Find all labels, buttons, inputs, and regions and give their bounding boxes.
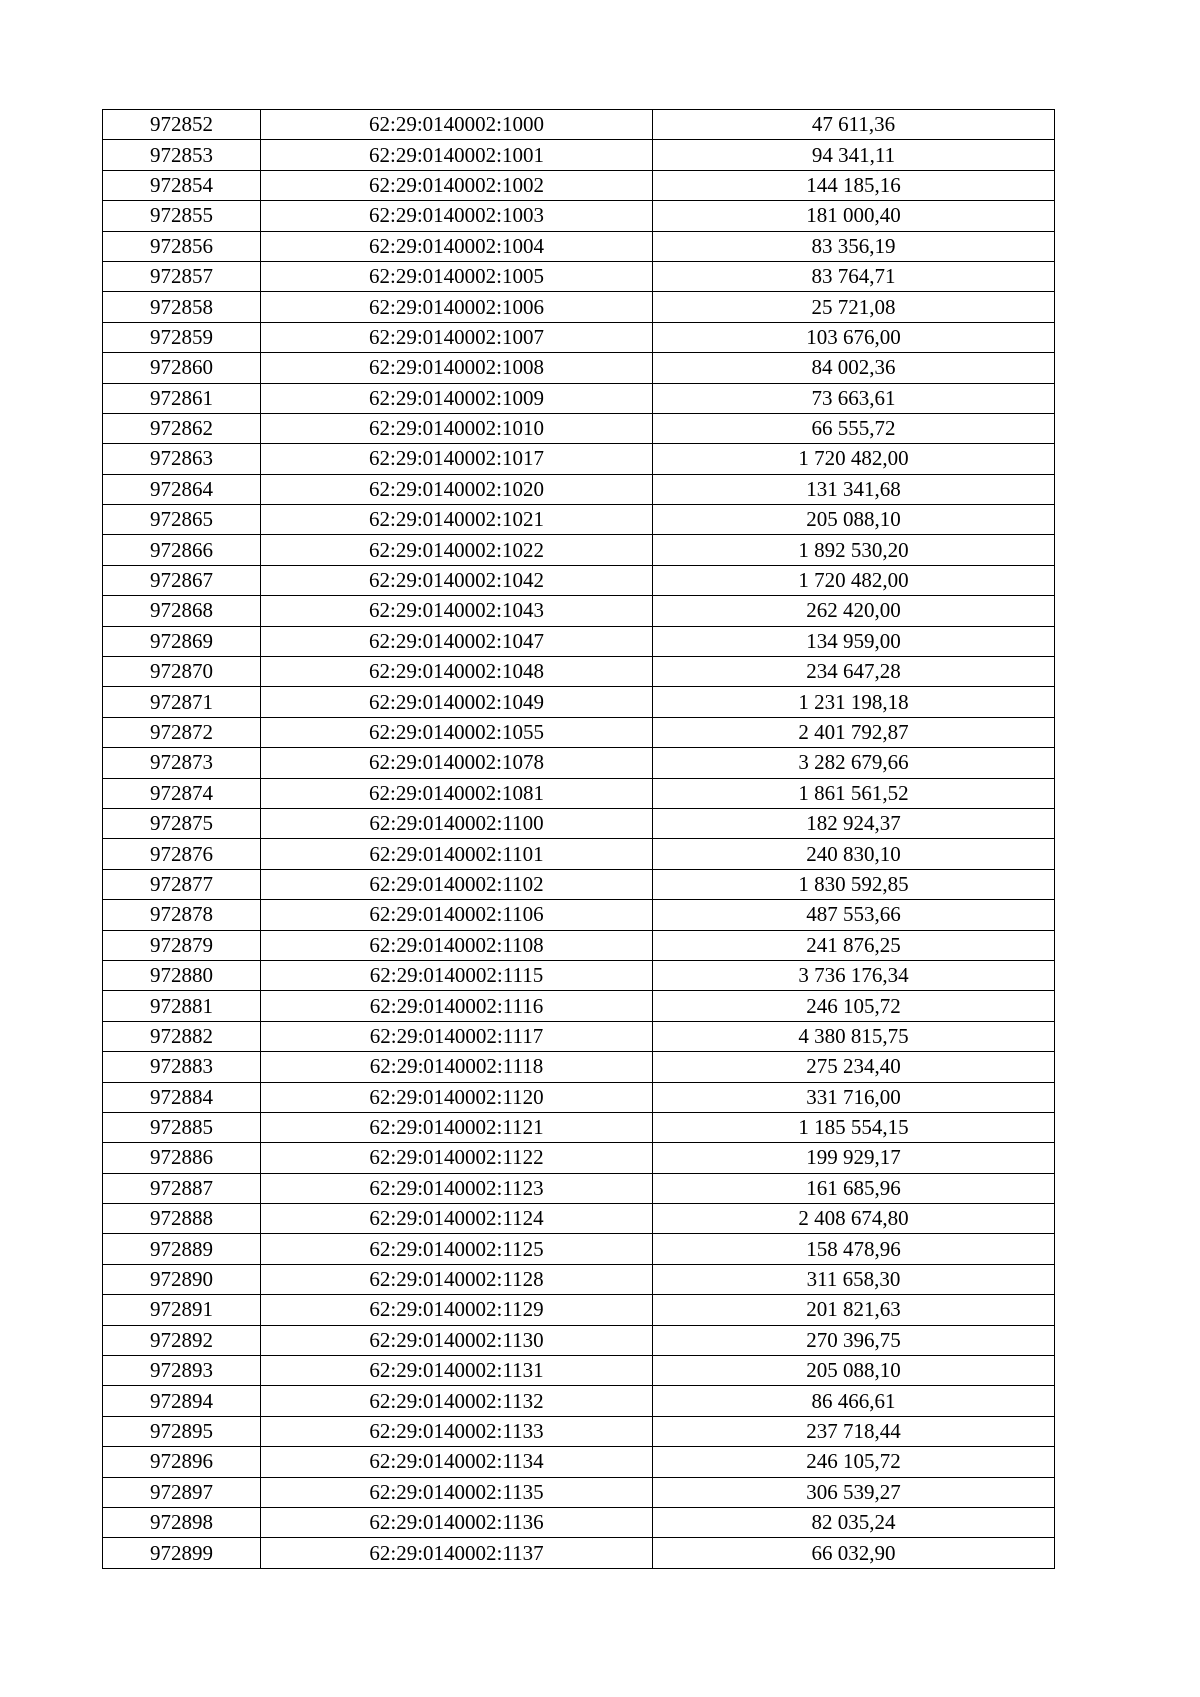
row-number-cell: 972878 [103,900,261,930]
row-number-cell: 972868 [103,596,261,626]
value-cell: 1 892 530,20 [653,535,1055,565]
cadastral-number-cell: 62:29:0140002:1130 [261,1325,653,1355]
row-number-cell: 972869 [103,626,261,656]
cadastral-number-cell: 62:29:0140002:1132 [261,1386,653,1416]
cadastral-number-cell: 62:29:0140002:1005 [261,261,653,291]
value-cell: 205 088,10 [653,505,1055,535]
value-cell: 1 720 482,00 [653,444,1055,474]
row-number-cell: 972853 [103,140,261,170]
value-cell: 241 876,25 [653,930,1055,960]
value-cell: 205 088,10 [653,1356,1055,1386]
table-row [103,1356,1055,1386]
cadastral-number-cell: 62:29:0140002:1001 [261,140,653,170]
row-number-cell: 972888 [103,1204,261,1234]
row-number-cell: 972892 [103,1325,261,1355]
value-cell: 161 685,96 [653,1173,1055,1203]
cadastral-number-cell: 62:29:0140002:1043 [261,596,653,626]
cadastral-number-cell: 62:29:0140002:1116 [261,991,653,1021]
table-row [103,1112,1055,1142]
table-row [103,1416,1055,1446]
row-number-cell: 972884 [103,1082,261,1112]
table-row [103,778,1055,808]
cadastral-number-cell: 62:29:0140002:1101 [261,839,653,869]
row-number-cell: 972863 [103,444,261,474]
value-cell: 1 830 592,85 [653,869,1055,899]
cadastral-number-cell: 62:29:0140002:1003 [261,201,653,231]
value-cell: 3 282 679,66 [653,748,1055,778]
row-number-cell: 972893 [103,1356,261,1386]
value-cell: 83 356,19 [653,231,1055,261]
table-row [103,930,1055,960]
value-cell: 234 647,28 [653,657,1055,687]
cadastral-number-cell: 62:29:0140002:1100 [261,808,653,838]
row-number-cell: 972876 [103,839,261,869]
value-cell: 237 718,44 [653,1416,1055,1446]
cadastral-number-cell: 62:29:0140002:1129 [261,1295,653,1325]
cadastral-number-cell: 62:29:0140002:1118 [261,1052,653,1082]
cadastral-number-cell: 62:29:0140002:1007 [261,322,653,352]
value-cell: 201 821,63 [653,1295,1055,1325]
cadastral-number-cell: 62:29:0140002:1134 [261,1447,653,1477]
table-row [103,1052,1055,1082]
table-row [103,626,1055,656]
value-cell: 275 234,40 [653,1052,1055,1082]
row-number-cell: 972859 [103,322,261,352]
cadastral-number-cell: 62:29:0140002:1055 [261,717,653,747]
cadastral-number-cell: 62:29:0140002:1122 [261,1143,653,1173]
table-row [103,1447,1055,1477]
value-cell: 131 341,68 [653,474,1055,504]
cadastral-number-cell: 62:29:0140002:1106 [261,900,653,930]
cadastral-number-cell: 62:29:0140002:1008 [261,353,653,383]
cadastral-number-cell: 62:29:0140002:1102 [261,869,653,899]
row-number-cell: 972858 [103,292,261,322]
value-cell: 262 420,00 [653,596,1055,626]
table-row [103,1386,1055,1416]
row-number-cell: 972896 [103,1447,261,1477]
row-number-cell: 972889 [103,1234,261,1264]
value-cell: 331 716,00 [653,1082,1055,1112]
table-row [103,261,1055,291]
table-row [103,748,1055,778]
cadastral-number-cell: 62:29:0140002:1017 [261,444,653,474]
row-number-cell: 972879 [103,930,261,960]
table-row [103,231,1055,261]
value-cell: 86 466,61 [653,1386,1055,1416]
row-number-cell: 972860 [103,353,261,383]
row-number-cell: 972897 [103,1477,261,1507]
row-number-cell: 972861 [103,383,261,413]
row-number-cell: 972864 [103,474,261,504]
table-row [103,565,1055,595]
cadastral-number-cell: 62:29:0140002:1124 [261,1204,653,1234]
cadastral-number-cell: 62:29:0140002:1078 [261,748,653,778]
row-number-cell: 972894 [103,1386,261,1416]
row-number-cell: 972873 [103,748,261,778]
table-row [103,1021,1055,1051]
value-cell: 82 035,24 [653,1507,1055,1537]
table-row [103,201,1055,231]
table-row [103,1538,1055,1568]
row-number-cell: 972883 [103,1052,261,1082]
row-number-cell: 972880 [103,960,261,990]
row-number-cell: 972871 [103,687,261,717]
cadastral-number-cell: 62:29:0140002:1010 [261,413,653,443]
value-cell: 134 959,00 [653,626,1055,656]
row-number-cell: 972891 [103,1295,261,1325]
cadastral-number-cell: 62:29:0140002:1047 [261,626,653,656]
table-row [103,900,1055,930]
cadastral-number-cell: 62:29:0140002:1004 [261,231,653,261]
table-row [103,1295,1055,1325]
cadastral-number-cell: 62:29:0140002:1022 [261,535,653,565]
table-row [103,1507,1055,1537]
value-cell: 144 185,16 [653,170,1055,200]
row-number-cell: 972881 [103,991,261,1021]
value-cell: 1 720 482,00 [653,565,1055,595]
table-row [103,505,1055,535]
table-row [103,535,1055,565]
value-cell: 66 032,90 [653,1538,1055,1568]
value-cell: 2 408 674,80 [653,1204,1055,1234]
row-number-cell: 972857 [103,261,261,291]
table-row [103,717,1055,747]
table-row [103,657,1055,687]
table-row [103,110,1055,140]
table-row [103,413,1055,443]
cadastral-number-cell: 62:29:0140002:1121 [261,1112,653,1142]
row-number-cell: 972874 [103,778,261,808]
table-row [103,960,1055,990]
value-cell: 158 478,96 [653,1234,1055,1264]
row-number-cell: 972862 [103,413,261,443]
value-cell: 66 555,72 [653,413,1055,443]
value-cell: 240 830,10 [653,839,1055,869]
table-row [103,1143,1055,1173]
row-number-cell: 972899 [103,1538,261,1568]
value-cell: 246 105,72 [653,991,1055,1021]
cadastral-number-cell: 62:29:0140002:1002 [261,170,653,200]
value-cell: 182 924,37 [653,808,1055,838]
table-row [103,1325,1055,1355]
cadastral-value-table [102,109,1055,1569]
row-number-cell: 972865 [103,505,261,535]
table-row [103,1173,1055,1203]
table-row [103,170,1055,200]
cadastral-number-cell: 62:29:0140002:1009 [261,383,653,413]
cadastral-number-cell: 62:29:0140002:1137 [261,1538,653,1568]
cadastral-number-cell: 62:29:0140002:1136 [261,1507,653,1537]
table-row [103,1234,1055,1264]
table-row [103,1204,1055,1234]
table-row [103,1477,1055,1507]
value-cell: 1 185 554,15 [653,1112,1055,1142]
table-row [103,383,1055,413]
row-number-cell: 972895 [103,1416,261,1446]
row-number-cell: 972875 [103,808,261,838]
cadastral-number-cell: 62:29:0140002:1049 [261,687,653,717]
row-number-cell: 972856 [103,231,261,261]
cadastral-number-cell: 62:29:0140002:1081 [261,778,653,808]
cadastral-number-cell: 62:29:0140002:1125 [261,1234,653,1264]
table-row [103,687,1055,717]
cadastral-number-cell: 62:29:0140002:1135 [261,1477,653,1507]
value-cell: 1 861 561,52 [653,778,1055,808]
row-number-cell: 972898 [103,1507,261,1537]
value-cell: 270 396,75 [653,1325,1055,1355]
row-number-cell: 972855 [103,201,261,231]
cadastral-number-cell: 62:29:0140002:1120 [261,1082,653,1112]
row-number-cell: 972890 [103,1264,261,1294]
cadastral-number-cell: 62:29:0140002:1115 [261,960,653,990]
value-cell: 199 929,17 [653,1143,1055,1173]
row-number-cell: 972882 [103,1021,261,1051]
table-row [103,322,1055,352]
row-number-cell: 972854 [103,170,261,200]
cadastral-number-cell: 62:29:0140002:1108 [261,930,653,960]
value-cell: 2 401 792,87 [653,717,1055,747]
row-number-cell: 972867 [103,565,261,595]
row-number-cell: 972886 [103,1143,261,1173]
cadastral-number-cell: 62:29:0140002:1133 [261,1416,653,1446]
value-cell: 1 231 198,18 [653,687,1055,717]
value-cell: 47 611,36 [653,110,1055,140]
value-cell: 83 764,71 [653,261,1055,291]
table-row [103,1082,1055,1112]
cadastral-number-cell: 62:29:0140002:1042 [261,565,653,595]
table-body [103,110,1055,1569]
table-row [103,808,1055,838]
value-cell: 311 658,30 [653,1264,1055,1294]
value-cell: 25 721,08 [653,292,1055,322]
row-number-cell: 972866 [103,535,261,565]
cadastral-number-cell: 62:29:0140002:1048 [261,657,653,687]
cadastral-number-cell: 62:29:0140002:1123 [261,1173,653,1203]
row-number-cell: 972870 [103,657,261,687]
row-number-cell: 972885 [103,1112,261,1142]
table-row [103,353,1055,383]
value-cell: 73 663,61 [653,383,1055,413]
cadastral-number-cell: 62:29:0140002:1020 [261,474,653,504]
table-row [103,140,1055,170]
value-cell: 84 002,36 [653,353,1055,383]
value-cell: 3 736 176,34 [653,960,1055,990]
table-row [103,869,1055,899]
value-cell: 246 105,72 [653,1447,1055,1477]
value-cell: 94 341,11 [653,140,1055,170]
row-number-cell: 972852 [103,110,261,140]
row-number-cell: 972887 [103,1173,261,1203]
table-row [103,839,1055,869]
value-cell: 181 000,40 [653,201,1055,231]
table-row [103,292,1055,322]
cadastral-number-cell: 62:29:0140002:1131 [261,1356,653,1386]
table-row [103,1264,1055,1294]
cadastral-number-cell: 62:29:0140002:1117 [261,1021,653,1051]
row-number-cell: 972872 [103,717,261,747]
cadastral-number-cell: 62:29:0140002:1006 [261,292,653,322]
value-cell: 306 539,27 [653,1477,1055,1507]
table-row [103,474,1055,504]
value-cell: 103 676,00 [653,322,1055,352]
value-cell: 487 553,66 [653,900,1055,930]
cadastral-number-cell: 62:29:0140002:1128 [261,1264,653,1294]
cadastral-number-cell: 62:29:0140002:1021 [261,505,653,535]
table-row [103,991,1055,1021]
cadastral-number-cell: 62:29:0140002:1000 [261,110,653,140]
row-number-cell: 972877 [103,869,261,899]
table-row [103,596,1055,626]
table-row [103,444,1055,474]
value-cell: 4 380 815,75 [653,1021,1055,1051]
